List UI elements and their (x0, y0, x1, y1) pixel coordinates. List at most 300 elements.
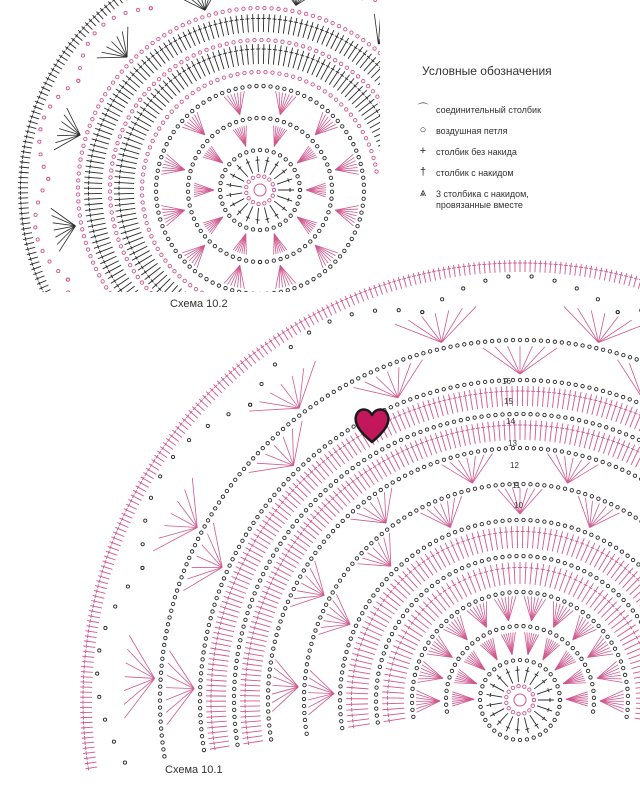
chain-stitch (352, 630, 355, 633)
chain-stitch (614, 546, 617, 549)
chain-stitch (270, 7, 273, 10)
chain-stitch (67, 291, 70, 294)
fan-stitch (450, 496, 461, 527)
chain-stitch (468, 603, 471, 606)
chain-stitch (422, 393, 425, 396)
chain-stitch (372, 594, 375, 597)
double-crochet-stitch (231, 16, 234, 34)
double-crochet-stitch (388, 86, 403, 97)
chain-stitch (473, 524, 476, 527)
chain-stitch (345, 108, 348, 111)
chain-stitch (305, 663, 308, 666)
chain-stitch (268, 499, 271, 502)
chain-stitch (435, 630, 438, 633)
chain-stitch (188, 204, 191, 207)
double-crochet-stitch (633, 668, 640, 673)
chain-stitch (558, 705, 561, 708)
double-crochet-bar (452, 268, 456, 269)
chain-stitch (138, 98, 141, 101)
chain-stitch (481, 685, 484, 688)
chain-stitch (340, 720, 343, 723)
chain-stitch (189, 283, 192, 286)
chain-stitch (415, 509, 418, 512)
fan-stitch (213, 523, 222, 567)
chain-stitch (626, 694, 629, 697)
fan-stitch (315, 245, 333, 258)
chain-stitch (456, 610, 459, 613)
double-crochet-stitch (580, 264, 582, 276)
double-crochet-bar (624, 409, 628, 410)
double-crochet-stitch (250, 627, 269, 632)
chain-stitch (158, 706, 161, 709)
double-crochet-stitch (123, 232, 142, 239)
double-crochet-stitch (27, 126, 37, 129)
double-crochet-stitch (119, 84, 133, 95)
chain-stitch (439, 424, 442, 427)
chain-stitch (408, 356, 411, 359)
chain-stitch (447, 533, 450, 536)
fan-stitch (88, 308, 114, 310)
double-crochet-bar (299, 23, 303, 24)
chain-stitch (159, 475, 162, 478)
double-crochet-stitch (565, 424, 568, 444)
chain-stitch (351, 466, 354, 469)
chain-stitch (281, 40, 284, 43)
double-crochet-stitch (19, 213, 29, 214)
chain-stitch (188, 265, 191, 268)
chain-stitch (346, 429, 349, 432)
double-crochet-stitch (337, 488, 350, 503)
chain-stitch (536, 592, 539, 595)
chain-stitch (588, 345, 591, 348)
double-crochet-stitch (557, 389, 560, 409)
double-crochet-stitch (224, 596, 243, 603)
double-crochet-stitch (222, 344, 226, 362)
double-crochet-bar (121, 164, 122, 168)
double-crochet-stitch (590, 590, 603, 608)
double-crochet-stitch (585, 543, 594, 563)
double-crochet-stitch (27, 252, 37, 255)
chain-stitch (497, 379, 500, 382)
chain-stitch (176, 125, 179, 128)
double-crochet-bar (458, 397, 462, 398)
chain-stitch (374, 163, 377, 166)
chain-stitch (93, 32, 96, 35)
double-crochet-stitch (134, 68, 147, 81)
double-crochet-stitch (547, 529, 551, 551)
chain-stitch (125, 257, 128, 260)
double-crochet-bar (93, 604, 94, 608)
double-crochet-stitch (138, 64, 151, 77)
chain-stitch (298, 188, 301, 191)
chain-stitch (143, 93, 146, 96)
chain-stitch (251, 149, 254, 152)
double-crochet-bar (208, 25, 212, 26)
double-crochet-bar (393, 144, 394, 148)
double-crochet-bar (460, 431, 464, 432)
double-crochet-stitch (368, 61, 380, 74)
double-crochet-stitch (274, 169, 287, 179)
double-crochet-bar (283, 20, 287, 21)
chain-stitch (495, 628, 498, 631)
chain-stitch (221, 495, 224, 498)
chain-stitch (442, 388, 445, 391)
chain-stitch (338, 579, 341, 582)
double-crochet-bar (209, 322, 213, 323)
fan-stitch (495, 347, 520, 374)
chain-stitch (312, 277, 315, 280)
double-crochet-bar (190, 346, 194, 348)
chain-stitch (279, 542, 282, 545)
double-crochet-stitch (22, 146, 32, 148)
chain-stitch (377, 672, 380, 675)
chain-stitch (265, 292, 268, 295)
chain-stitch (158, 127, 161, 130)
double-crochet-stitch (209, 659, 229, 662)
chain-stitch (324, 217, 327, 220)
chain-stitch (327, 55, 330, 58)
double-crochet-bar (123, 153, 124, 157)
chain-stitch (251, 200, 254, 203)
double-crochet-stitch (406, 2, 412, 10)
chain-stitch (387, 639, 390, 642)
chain-stitch (530, 275, 533, 278)
double-crochet-bar (300, 55, 304, 56)
double-crochet-stitch (221, 377, 229, 386)
chain-stitch (36, 201, 39, 204)
double-crochet-stitch (627, 646, 640, 655)
chain-stitch (140, 281, 143, 284)
chain-stitch (252, 521, 255, 524)
chain-stitch (168, 68, 171, 71)
chain-stitch (536, 413, 539, 416)
double-crochet-stitch (81, 672, 93, 673)
double-crochet-stitch (524, 667, 528, 683)
chain-stitch (112, 155, 115, 158)
double-crochet-bar (288, 178, 289, 182)
double-crochet-stitch (85, 23, 92, 30)
double-crochet-bar (310, 26, 314, 27)
fan-stitch (166, 688, 194, 689)
double-crochet-bar (574, 266, 578, 267)
chain-stitch (391, 118, 394, 121)
double-crochet-stitch (372, 123, 390, 132)
double-crochet-bar (548, 534, 552, 535)
chain-stitch (522, 412, 525, 415)
double-crochet-bar (214, 741, 215, 745)
chain-stitch (383, 56, 386, 59)
double-crochet-stitch (355, 95, 370, 108)
chain-stitch (260, 510, 263, 513)
chain-stitch (590, 533, 593, 536)
double-crochet-bar (224, 606, 225, 610)
chain-stitch (544, 668, 547, 671)
fan-stitch (416, 694, 440, 701)
double-crochet-bar (422, 273, 426, 274)
double-crochet-stitch (560, 262, 561, 274)
fan-stitch (183, 567, 222, 590)
chain-stitch (247, 462, 250, 465)
double-crochet-bar (440, 436, 444, 437)
chain-stitch (536, 519, 539, 522)
chain-stitch (376, 721, 379, 724)
double-crochet-bar (479, 573, 483, 574)
double-crochet-stitch (279, 499, 294, 512)
double-crochet-bar (568, 395, 572, 396)
double-crochet-stitch (623, 572, 638, 588)
chain-stitch (234, 551, 237, 554)
double-crochet-stitch (288, 17, 291, 35)
chain-stitch (466, 417, 469, 420)
double-crochet-stitch (82, 742, 94, 743)
double-crochet-stitch (398, 635, 417, 645)
chain-stitch (245, 191, 248, 194)
fan-stitch (192, 117, 205, 135)
double-crochet-bar (185, 418, 189, 419)
double-crochet-stitch (304, 522, 319, 535)
double-crochet-stitch (134, 116, 151, 126)
chain-stitch (481, 712, 484, 715)
chain-stitch (416, 468, 419, 471)
double-crochet-stitch (85, 203, 103, 205)
chain-stitch (508, 625, 511, 628)
double-crochet-bar (213, 657, 214, 661)
chain-stitch (435, 348, 438, 351)
chain-stitch (81, 54, 84, 57)
chain-stitch (574, 343, 577, 346)
chain-stitch (228, 335, 231, 338)
chain-stitch (625, 680, 628, 683)
double-crochet-stitch (595, 267, 597, 279)
chain-stitch (302, 697, 305, 700)
double-crochet-bar (353, 724, 354, 728)
double-crochet-bar (29, 125, 30, 129)
double-crochet-bar (195, 421, 199, 422)
chain-stitch (518, 378, 521, 381)
double-crochet-stitch (131, 298, 144, 310)
double-crochet-stitch (236, 364, 244, 373)
chain-stitch (440, 497, 443, 500)
double-crochet-stitch (113, 374, 119, 382)
chain-stitch (265, 228, 268, 231)
double-crochet-stitch (506, 716, 512, 731)
fan-stitch (590, 513, 620, 528)
double-crochet-bar (98, 245, 99, 249)
chain-stitch (374, 0, 377, 2)
double-crochet-bar (93, 362, 96, 365)
chain-stitch (189, 169, 192, 172)
chain-stitch (141, 328, 144, 331)
double-crochet-stitch (626, 575, 640, 591)
double-crochet-bar (117, 382, 120, 384)
chain-stitch (349, 113, 352, 116)
double-crochet-stitch (534, 679, 547, 689)
chain-stitch (152, 82, 155, 85)
chain-stitch (319, 493, 322, 496)
chain-stitch (155, 204, 158, 207)
chain-stitch (321, 52, 324, 55)
double-crochet-stitch (86, 166, 104, 168)
chain-stitch (197, 150, 200, 153)
chain-stitch (158, 162, 161, 165)
chain-stitch (327, 211, 330, 214)
chain-stitch (329, 204, 332, 207)
double-crochet-bar (588, 399, 592, 400)
chain-stitch (147, 228, 150, 231)
chain-stitch (175, 400, 178, 403)
double-crochet-stitch (365, 621, 385, 631)
chain-stitch (260, 382, 263, 385)
double-crochet-bar (432, 403, 436, 404)
chain-stitch (306, 134, 309, 137)
double-crochet-bar (257, 616, 258, 620)
chain-stitch (228, 9, 231, 12)
double-crochet-bar (443, 400, 447, 401)
double-crochet-bar (412, 409, 416, 410)
double-crochet-bar (353, 675, 354, 679)
double-crochet-stitch (598, 598, 613, 614)
double-crochet-bar (113, 379, 116, 381)
chain-stitch (522, 590, 525, 593)
chain-stitch (357, 124, 360, 127)
double-crochet-stitch (225, 374, 233, 383)
double-crochet-stitch (216, 343, 220, 360)
double-crochet-stitch (599, 551, 610, 570)
double-crochet-stitch (382, 708, 404, 710)
chain-stitch (327, 535, 330, 538)
double-crochet-stitch (240, 711, 260, 712)
chain-stitch (164, 396, 167, 399)
chain-stitch (263, 202, 266, 205)
double-crochet-stitch (443, 267, 445, 279)
chain-stitch (234, 87, 237, 90)
chain-stitch (244, 533, 247, 536)
chain-stitch (216, 78, 219, 81)
double-crochet-stitch (32, 266, 41, 269)
chain-stitch (112, 16, 115, 19)
double-crochet-bar (148, 401, 152, 403)
double-crochet-bar (230, 193, 231, 197)
chain-stitch (268, 731, 271, 734)
double-crochet-stitch (394, 580, 410, 595)
double-crochet-bar (599, 270, 603, 271)
double-crochet-stitch (532, 527, 534, 549)
chain-stitch (141, 180, 144, 183)
double-crochet-stitch (276, 562, 293, 572)
fan-stitch (272, 687, 298, 703)
double-crochet-bar (121, 385, 124, 387)
chain-stitch (531, 693, 534, 696)
double-crochet-stitch (525, 562, 526, 584)
double-crochet-stitch (298, 19, 302, 36)
chain-stitch (505, 695, 508, 698)
chain-stitch (265, 149, 268, 152)
chain-stitch (402, 77, 405, 80)
double-crochet-stitch (242, 731, 262, 733)
fan-stitch (57, 135, 80, 136)
double-crochet-bar (443, 35, 446, 38)
chain-stitch (306, 281, 309, 284)
double-crochet-stitch (116, 165, 136, 168)
fan-stitch (418, 678, 443, 679)
double-crochet-stitch (423, 602, 438, 618)
double-crochet-bar (123, 293, 125, 296)
double-crochet-stitch (619, 568, 633, 585)
fan-stitch (275, 660, 298, 687)
double-crochet-stitch (359, 290, 363, 301)
chain-stitch (127, 116, 130, 119)
chain-stitch (501, 413, 504, 416)
double-crochet-stitch (92, 139, 109, 144)
chain-stitch (621, 666, 624, 669)
double-crochet-bar (69, 335, 71, 338)
chain-stitch (385, 577, 388, 580)
chain-stitch (353, 119, 356, 122)
double-crochet-bar (437, 401, 441, 402)
double-crochet-stitch (139, 391, 144, 400)
double-crochet-stitch (528, 386, 529, 406)
chain-stitch (601, 348, 604, 351)
double-crochet-stitch (83, 646, 95, 647)
chain-stitch (577, 418, 580, 421)
fan-stitch (588, 638, 604, 657)
chain-stitch (214, 332, 217, 335)
chain-stitch (239, 40, 242, 43)
double-crochet-stitch (148, 396, 153, 405)
center-ring (514, 694, 526, 706)
double-crochet-stitch (599, 433, 605, 452)
chain-stitch (337, 24, 340, 27)
chain-stitch (304, 670, 307, 673)
chain-stitch (449, 345, 452, 348)
chain-stitch (406, 435, 409, 438)
chain-stitch (271, 71, 274, 74)
chain-stitch (421, 311, 424, 314)
double-crochet-stitch (226, 312, 231, 331)
double-crochet-stitch (387, 663, 408, 669)
double-crochet-stitch (180, 331, 188, 347)
double-crochet-bar (289, 21, 293, 22)
double-crochet-stitch (377, 459, 387, 476)
double-crochet-bar (578, 397, 582, 398)
chain-stitch (163, 231, 166, 234)
double-crochet-stitch (101, 566, 112, 570)
double-crochet-bar (220, 621, 221, 625)
chain-stitch (238, 154, 241, 157)
chain-stitch (553, 718, 556, 721)
chain-stitch (262, 84, 265, 87)
double-crochet-bar (180, 342, 184, 344)
double-crochet-stitch (82, 656, 94, 657)
double-crochet-stitch (237, 203, 248, 215)
double-crochet-bar (355, 664, 356, 668)
chain-stitch (457, 657, 460, 660)
fan-stitch (274, 668, 298, 687)
chain-stitch (558, 698, 561, 701)
double-crochet-bar (23, 227, 24, 231)
chain-stitch (402, 144, 405, 147)
chain-stitch (270, 654, 273, 657)
double-crochet-stitch (398, 277, 401, 289)
double-crochet-stitch (218, 50, 224, 69)
chain-stitch (286, 289, 289, 292)
chain-stitch (235, 736, 238, 739)
double-crochet-bar (93, 229, 94, 233)
chain-stitch (219, 181, 222, 184)
double-crochet-stitch (124, 290, 138, 301)
chain-stitch (299, 575, 302, 578)
chain-stitch (515, 624, 518, 627)
